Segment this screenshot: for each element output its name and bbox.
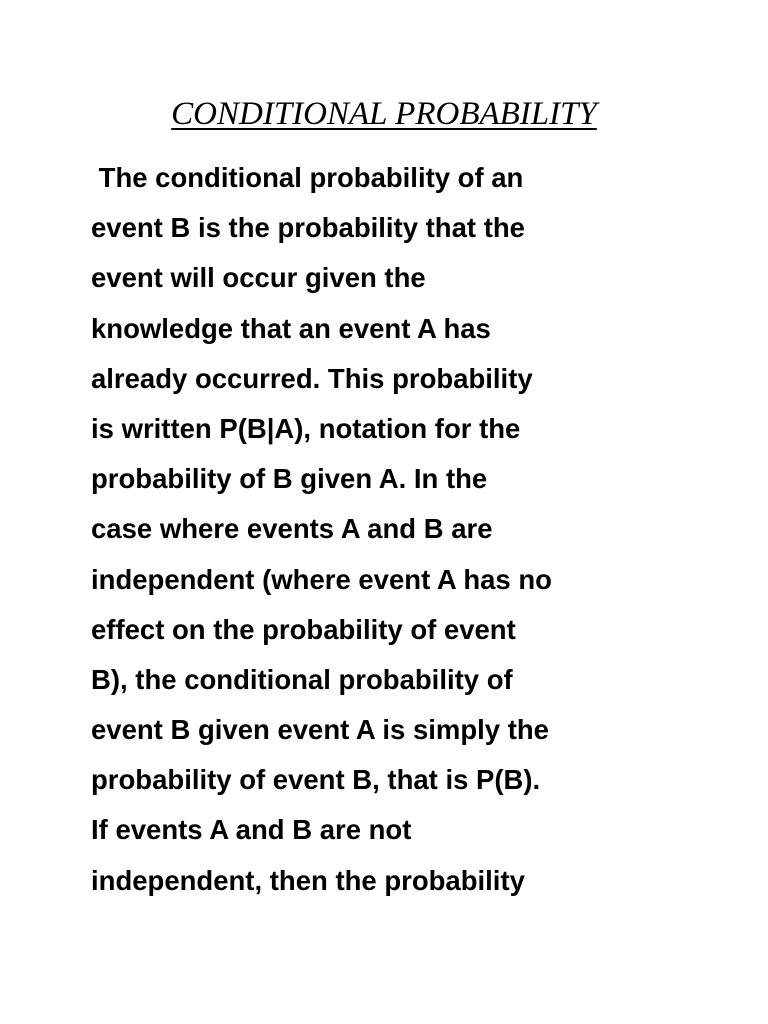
document-title-text: CONDITIONAL PROBABILITY — [171, 96, 597, 132]
body-line: knowledge that an event A has — [91, 312, 491, 344]
body-line: probability of event B, that is P(B). — [91, 764, 541, 796]
body-line: event B is the probability that the — [91, 212, 525, 244]
body-line: independent (where event A has no — [91, 563, 552, 595]
body-line: event B given event A is simply the — [91, 714, 549, 746]
document-title — [0, 92, 768, 136]
body-line: The conditional probability of an — [91, 162, 524, 193]
body-line: independent, then the probability — [91, 864, 525, 896]
body-line: already occurred. This probability — [91, 362, 533, 394]
body-line: case where events A and B are — [91, 513, 493, 545]
body-line: event will occur given the — [91, 262, 426, 294]
body-line: If events A and B are not — [91, 814, 412, 846]
body-line: probability of B given A. In the — [91, 463, 488, 495]
body-line: effect on the probability of event — [91, 613, 516, 645]
body-line: is written P(B|A), notation for the — [91, 412, 521, 444]
body-line: B), the conditional probability of — [91, 663, 513, 695]
document-body — [91, 153, 751, 906]
